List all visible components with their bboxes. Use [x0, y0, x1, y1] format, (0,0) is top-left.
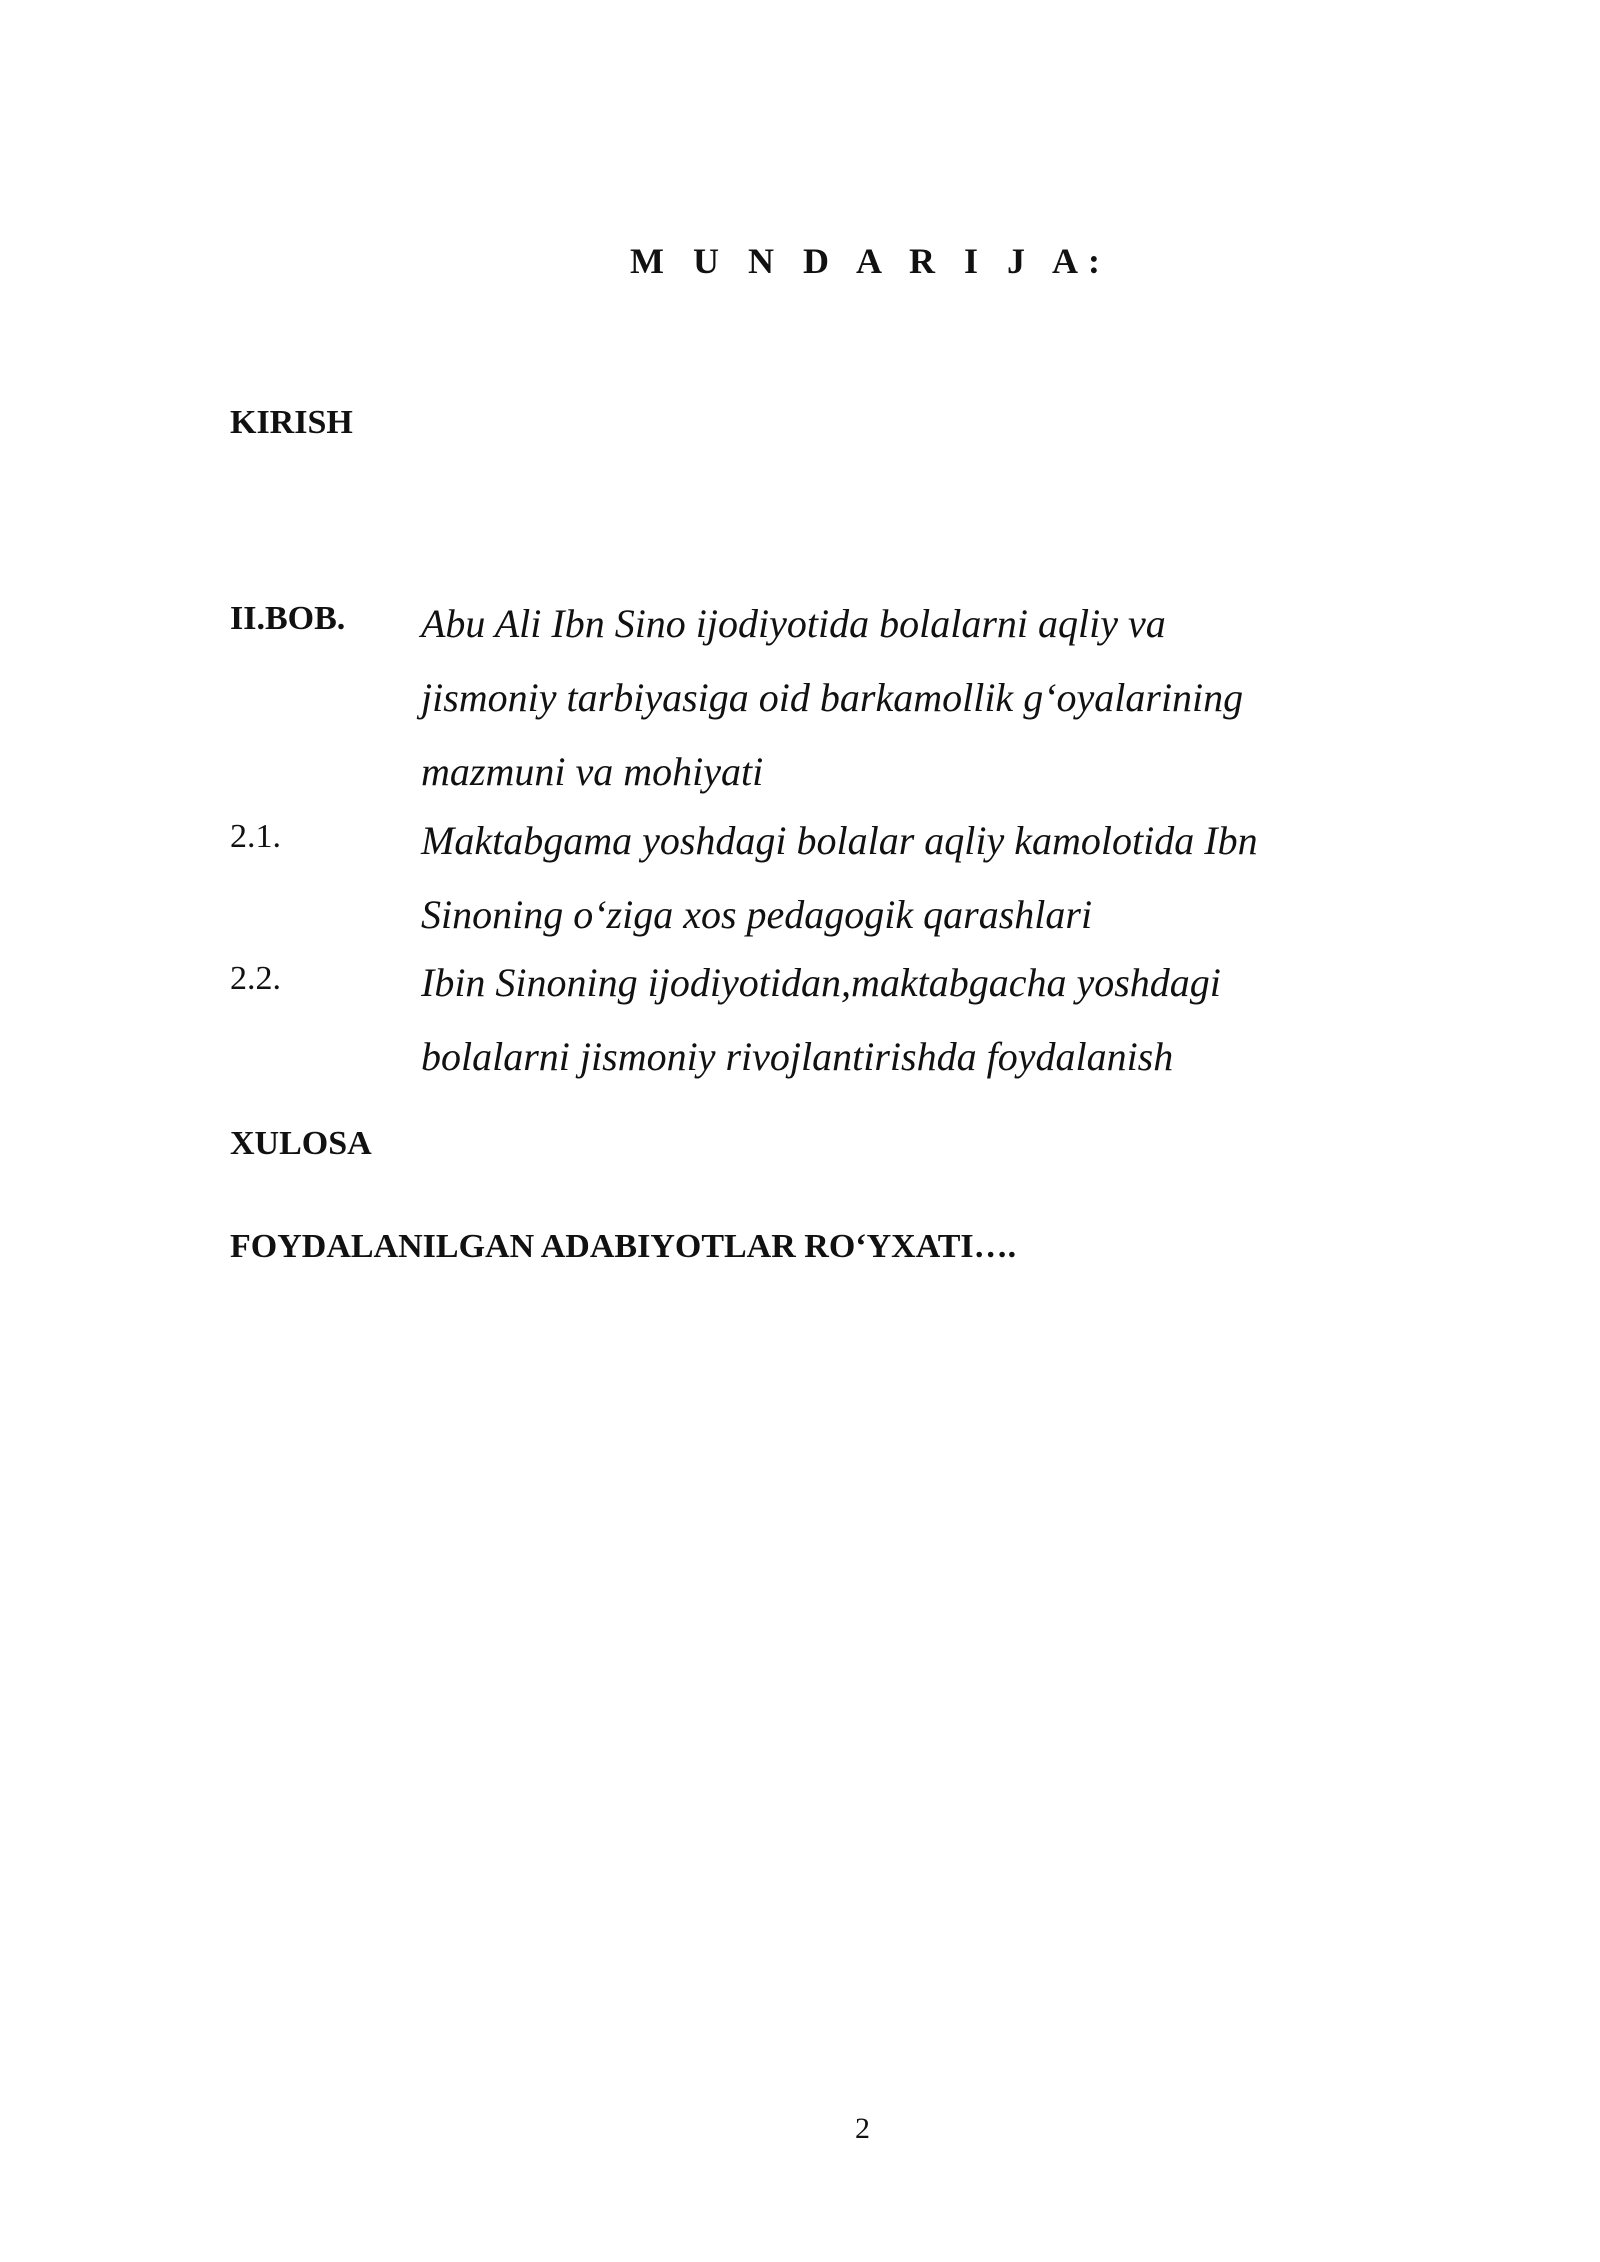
section-title-line: Maktabgama yoshdagi bolalar aqliy kamolotida Ibn [421, 818, 1258, 863]
chapter-label: II.BOB. [230, 600, 346, 637]
section-title-line: Ibin Sinoning ijodiyotidan,maktabgacha yoshdagi [421, 960, 1221, 1005]
section-title-line: bolalarni jismoniy rivojlantirishda foydalanish [421, 1034, 1174, 1079]
chapter-title [421, 587, 1371, 809]
section-number: 2.2. [230, 960, 281, 997]
page-title: M U N D A R I J A: [629, 241, 1110, 281]
toc-entry-introduction: KIRISH [230, 404, 353, 441]
chapter-title-line: Abu Ali Ibn Sino ijodiyotida bolalarni aqliy va [421, 601, 1166, 646]
chapter-title-line: jismoniy tarbiyasiga oid barkamollik g‘oyalarining [421, 675, 1244, 720]
page-number: 2 [855, 2112, 870, 2145]
section-title [421, 946, 1371, 1094]
toc-entry-conclusion: XULOSA [230, 1125, 372, 1162]
section-title [421, 804, 1371, 952]
section-number: 2.1. [230, 818, 281, 855]
section-title-line: Sinoning o‘ziga xos pedagogik qarashlari [421, 892, 1093, 937]
chapter-title-line: mazmuni va mohiyati [421, 749, 764, 794]
toc-entry-references: FOYDALANILGAN ADABIYOTLAR RO‘YXATI…. [230, 1228, 1017, 1265]
